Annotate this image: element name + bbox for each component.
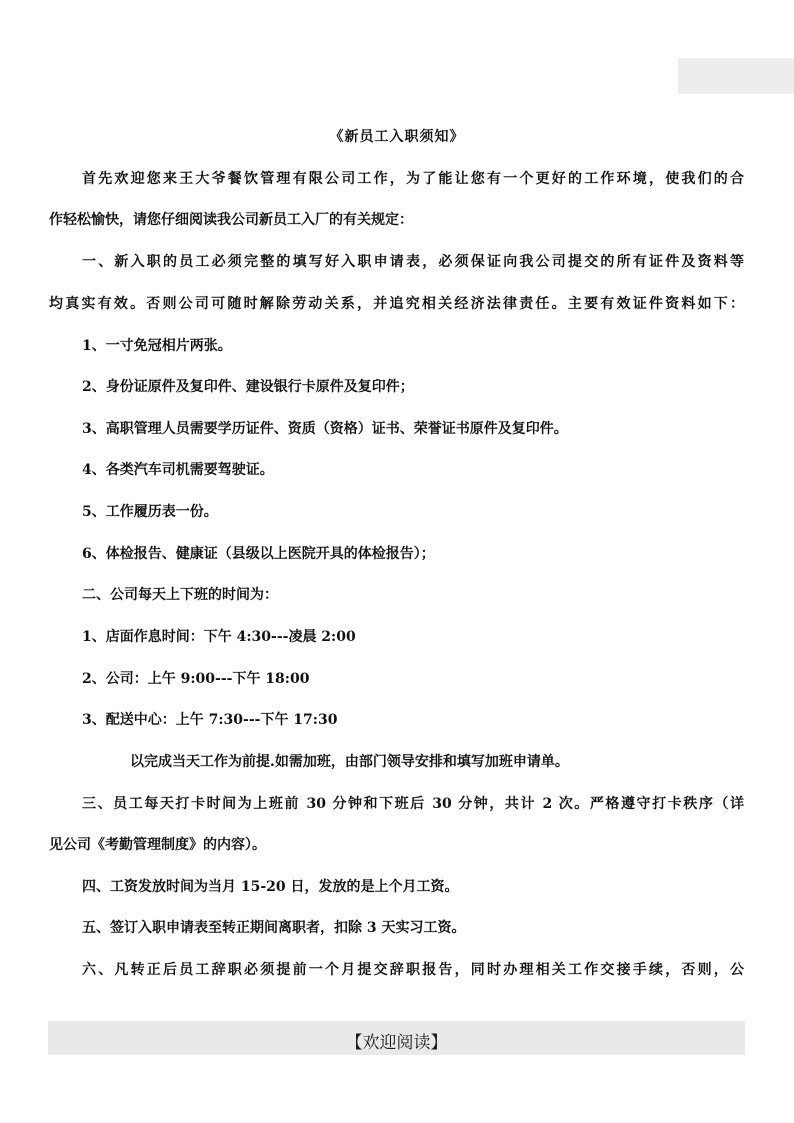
overtime-note: 以完成当天工作为前提.如需加班，由部门领导安排和填写加班申请单。	[130, 754, 569, 770]
list-item-2: 2、身份证原件及复印件、建设银行卡原件及复印件；	[82, 379, 414, 395]
list-item-1: 1、一寸免冠相片两张。	[82, 338, 232, 354]
section-one-line-1: 一、新入职的员工必须完整的填写好入职申请表，必须保证向我公司提交的所有证件及资料等	[82, 254, 744, 270]
list-item-3: 3、高职管理人员需要学历证件、资质（资格）证书、荣誉证书原件及复印件。	[82, 421, 568, 437]
list-item-6: 6、体检报告、健康证（县级以上医院开具的体检报告）；	[82, 546, 435, 562]
section-one-line-2: 均真实有效。否则公司可随时解除劳动关系，并追究相关经济法律责任。主要有效证件资料如下：	[49, 296, 744, 312]
section-six-line-1: 六、凡转正后员工辞职必须提前一个月提交辞职报告，同时办理相关工作交接手续，否则，公	[82, 962, 744, 978]
footer-banner	[48, 1021, 745, 1055]
schedule-item-2: 2、公司：上午 9:00---下午 18:00	[82, 671, 310, 687]
footer-label: 【欢迎阅读】	[345, 1033, 448, 1053]
header-corner-block	[678, 58, 794, 94]
section-three-line-1: 三、员工每天打卡时间为上班前 30 分钟和下班后 30 分钟，共计 2 次。严格遵守打卡秩序（详	[82, 796, 744, 812]
schedule-item-3: 3、配送中心：上午 7:30---下午 17:30	[82, 712, 338, 728]
section-five: 五、签订入职申请表至转正期间离职者，扣除 3 天实习工资。	[82, 920, 466, 936]
schedule-item-1: 1、店面作息时间：下午 4:30---凌晨 2:00	[82, 629, 356, 645]
paragraph-intro-line-1: 首先欢迎您来王大爷餐饮管理有限公司工作，为了能让您有一个更好的工作环境，使我们的合	[82, 171, 744, 187]
list-item-5: 5、工作履历表一份。	[82, 504, 218, 520]
section-two-heading: 二、公司每天上下班的时间为：	[82, 587, 278, 603]
section-four: 四、工资发放时间为当月 15-20 日，发放的是上个月工资。	[82, 879, 459, 895]
section-three-line-2: 见公司《考勤管理制度》的内容）。	[49, 837, 266, 853]
list-item-4: 4、各类汽车司机需要驾驶证。	[82, 462, 274, 478]
paragraph-intro-line-2: 作轻松愉快，请您仔细阅读我公司新员工入厂的有关规定：	[49, 212, 413, 228]
document-title: 《新员工入职须知》	[329, 129, 465, 145]
